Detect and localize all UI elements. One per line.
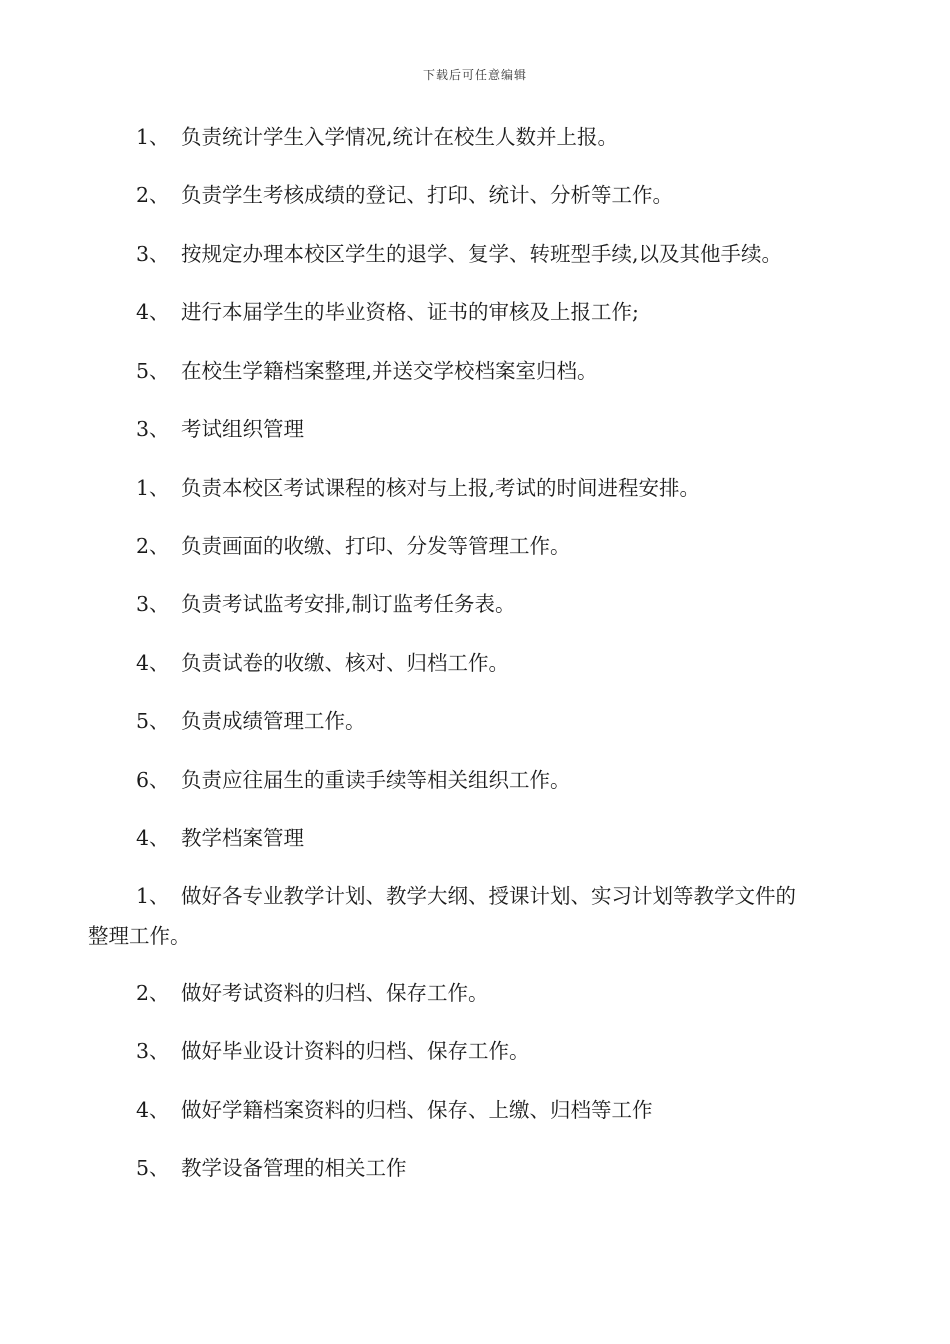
item-text: 做好考试资料的归档、保存工作。 [181,981,489,1005]
item-text: 负责考试监考安排,制订监考任务表。 [181,592,516,616]
item-text: 负责本校区考试课程的核对与上报,考试的时间进程安排。 [181,476,701,500]
item-number: 3、 [136,1039,170,1063]
item-text: 负责统计学生入学情况,统计在校生人数并上报。 [181,125,619,149]
item-text: 做好各专业教学计划、教学大纲、授课计划、实习计划等教学文件的 [181,884,796,908]
item-number: 2、 [136,183,170,207]
item-text: 做好毕业设计资料的归档、保存工作。 [181,1039,530,1063]
item-number: 4、 [136,300,170,324]
item-number: 6、 [136,768,170,792]
item-number: 1、 [136,476,170,500]
item-number: 4、 [136,826,170,850]
item-number: 3、 [136,592,170,616]
item-text: 进行本届学生的毕业资格、证书的审核及上报工作; [181,300,639,324]
item-number: 5、 [136,1156,170,1180]
item-text: 负责成绩管理工作。 [181,709,366,733]
item-text: 做好学籍档案资料的归档、保存、上缴、归档等工作 [181,1098,653,1122]
item-text: 教学设备管理的相关工作 [181,1156,407,1180]
item-text: 考试组织管理 [181,417,304,441]
item-number: 1、 [136,884,170,908]
item-number: 3、 [136,242,170,266]
item-number: 4、 [136,1098,170,1122]
wrapped-list-item [88,875,868,957]
page-header: 下载后可任意编辑 [422,68,527,82]
item-text: 负责应往届生的重读手续等相关组织工作。 [181,768,571,792]
item-text: 教学档案管理 [181,826,304,850]
item-number: 3、 [136,417,170,441]
wrapped-first-line [88,875,868,917]
wrapped-second-line: 整理工作。 [88,924,191,948]
item-number: 5、 [136,709,170,733]
item-text: 负责学生考核成绩的登记、打印、统计、分析等工作。 [181,183,673,207]
item-number: 1、 [136,125,170,149]
item-text: 按规定办理本校区学生的退学、复学、转班型手续,以及其他手续。 [181,242,783,266]
item-text: 在校生学籍档案整理,并送交学校档案室归档。 [181,359,598,383]
item-number: 4、 [136,651,170,675]
item-number: 2、 [136,981,170,1005]
item-number: 5、 [136,359,170,383]
item-number: 2、 [136,534,170,558]
item-text: 负责试卷的收缴、核对、归档工作。 [181,651,509,675]
item-text: 负责画面的收缴、打印、分发等管理工作。 [181,534,571,558]
